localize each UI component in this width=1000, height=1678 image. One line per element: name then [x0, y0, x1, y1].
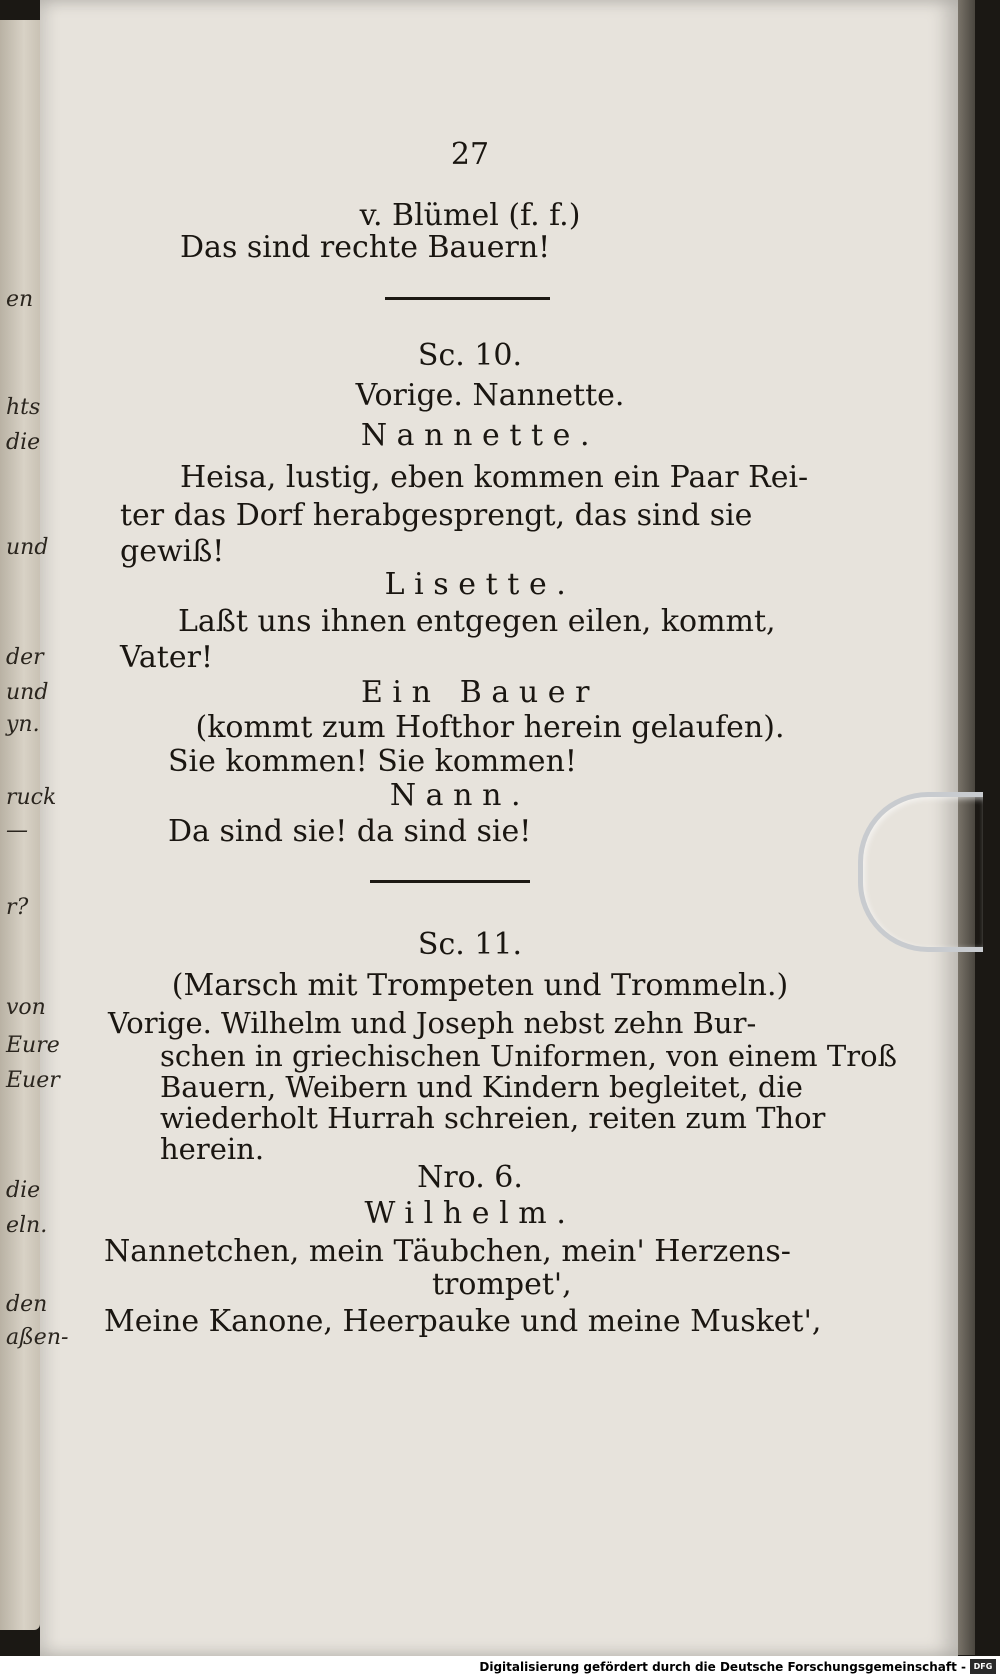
- stage-direction: herein.: [160, 1132, 265, 1166]
- speaker-nannette: Nannette.: [360, 418, 600, 453]
- stage-direction: (Marsch mit Trompeten und Trommeln.): [171, 968, 789, 1003]
- speaker-nann: Nann.: [389, 778, 531, 813]
- bleed-fragment: der: [6, 645, 44, 670]
- bleed-fragment: die: [6, 430, 41, 455]
- stage-direction: schen in griechischen Uniformen, von einem Troß: [160, 1039, 897, 1073]
- footer-credit: Digitalisierung gefördert durch die Deutsche Forschungsgemeinschaft -: [479, 1660, 966, 1674]
- speaker-wilhelm: Wilhelm.: [364, 1196, 576, 1231]
- stage-direction: wiederholt Hurrah schreien, reiten zum Thor: [160, 1101, 826, 1135]
- text-line: Vater!: [120, 640, 214, 675]
- bleed-fragment: hts: [6, 395, 41, 420]
- bleed-fragment: Eure: [6, 1033, 60, 1058]
- verse-line: Nannetchen, mein Täubchen, mein' Herzens-: [104, 1234, 791, 1269]
- bleed-fragment: und: [6, 535, 49, 560]
- text-line: Sie kommen! Sie kommen!: [168, 744, 577, 779]
- bleed-fragment: aßen-: [6, 1325, 69, 1350]
- text-line: gewiß!: [120, 534, 225, 569]
- number-heading: Nro. 6.: [417, 1160, 523, 1195]
- divider-rule: [370, 880, 530, 883]
- scene-heading-11: Sc. 11.: [417, 927, 523, 962]
- text-line: Heisa, lustig, eben kommen ein Paar Rei-: [180, 460, 809, 495]
- bleed-fragment: en: [6, 287, 34, 312]
- bleed-fragment: und: [6, 680, 49, 705]
- bleed-fragment: yn.: [6, 712, 40, 737]
- bleed-fragment: den: [6, 1292, 48, 1317]
- text-line: Da sind sie! da sind sie!: [168, 814, 532, 849]
- stage-direction: Vorige. Wilhelm und Joseph nebst zehn Bur-: [108, 1006, 757, 1040]
- bleed-fragment: Euer: [6, 1068, 60, 1093]
- paper-clip: [858, 792, 983, 952]
- text-line: Das sind rechte Bauern!: [180, 230, 551, 265]
- stage-direction: Bauern, Weibern und Kindern begleitet, die: [160, 1070, 803, 1104]
- bleed-fragment: von: [6, 995, 46, 1020]
- book-page: [40, 0, 958, 1656]
- speaker-lisette: Lisette.: [384, 567, 576, 602]
- verse-line: Meine Kanone, Heerpauke und meine Musket',: [104, 1304, 822, 1339]
- text-line: Laßt uns ihnen entgegen eilen, kommt,: [178, 604, 776, 639]
- page-number: 27: [450, 137, 490, 172]
- divider-rule: [385, 297, 550, 300]
- bleed-fragment: ruck: [6, 785, 57, 810]
- bleed-fragment: die: [6, 1178, 41, 1203]
- bleed-fragment: —: [6, 818, 28, 843]
- character-list: Vorige. Nannette.: [355, 378, 625, 413]
- dfg-logo: DFG: [970, 1659, 996, 1674]
- verse-line: trompet',: [432, 1267, 572, 1302]
- bleed-fragment: eln.: [6, 1213, 48, 1238]
- digitization-footer: [0, 1656, 1000, 1678]
- bleed-fragment: r?: [6, 895, 29, 920]
- speaker-ein-bauer: Ein Bauer: [360, 675, 600, 710]
- stage-direction: (kommt zum Hofthor herein gelaufen).: [195, 710, 785, 745]
- speaker-bluemel: v. Blümel (f. f.): [359, 198, 581, 233]
- scene-heading-10: Sc. 10.: [417, 338, 523, 373]
- text-line: ter das Dorf herabgesprengt, das sind sie: [120, 498, 753, 533]
